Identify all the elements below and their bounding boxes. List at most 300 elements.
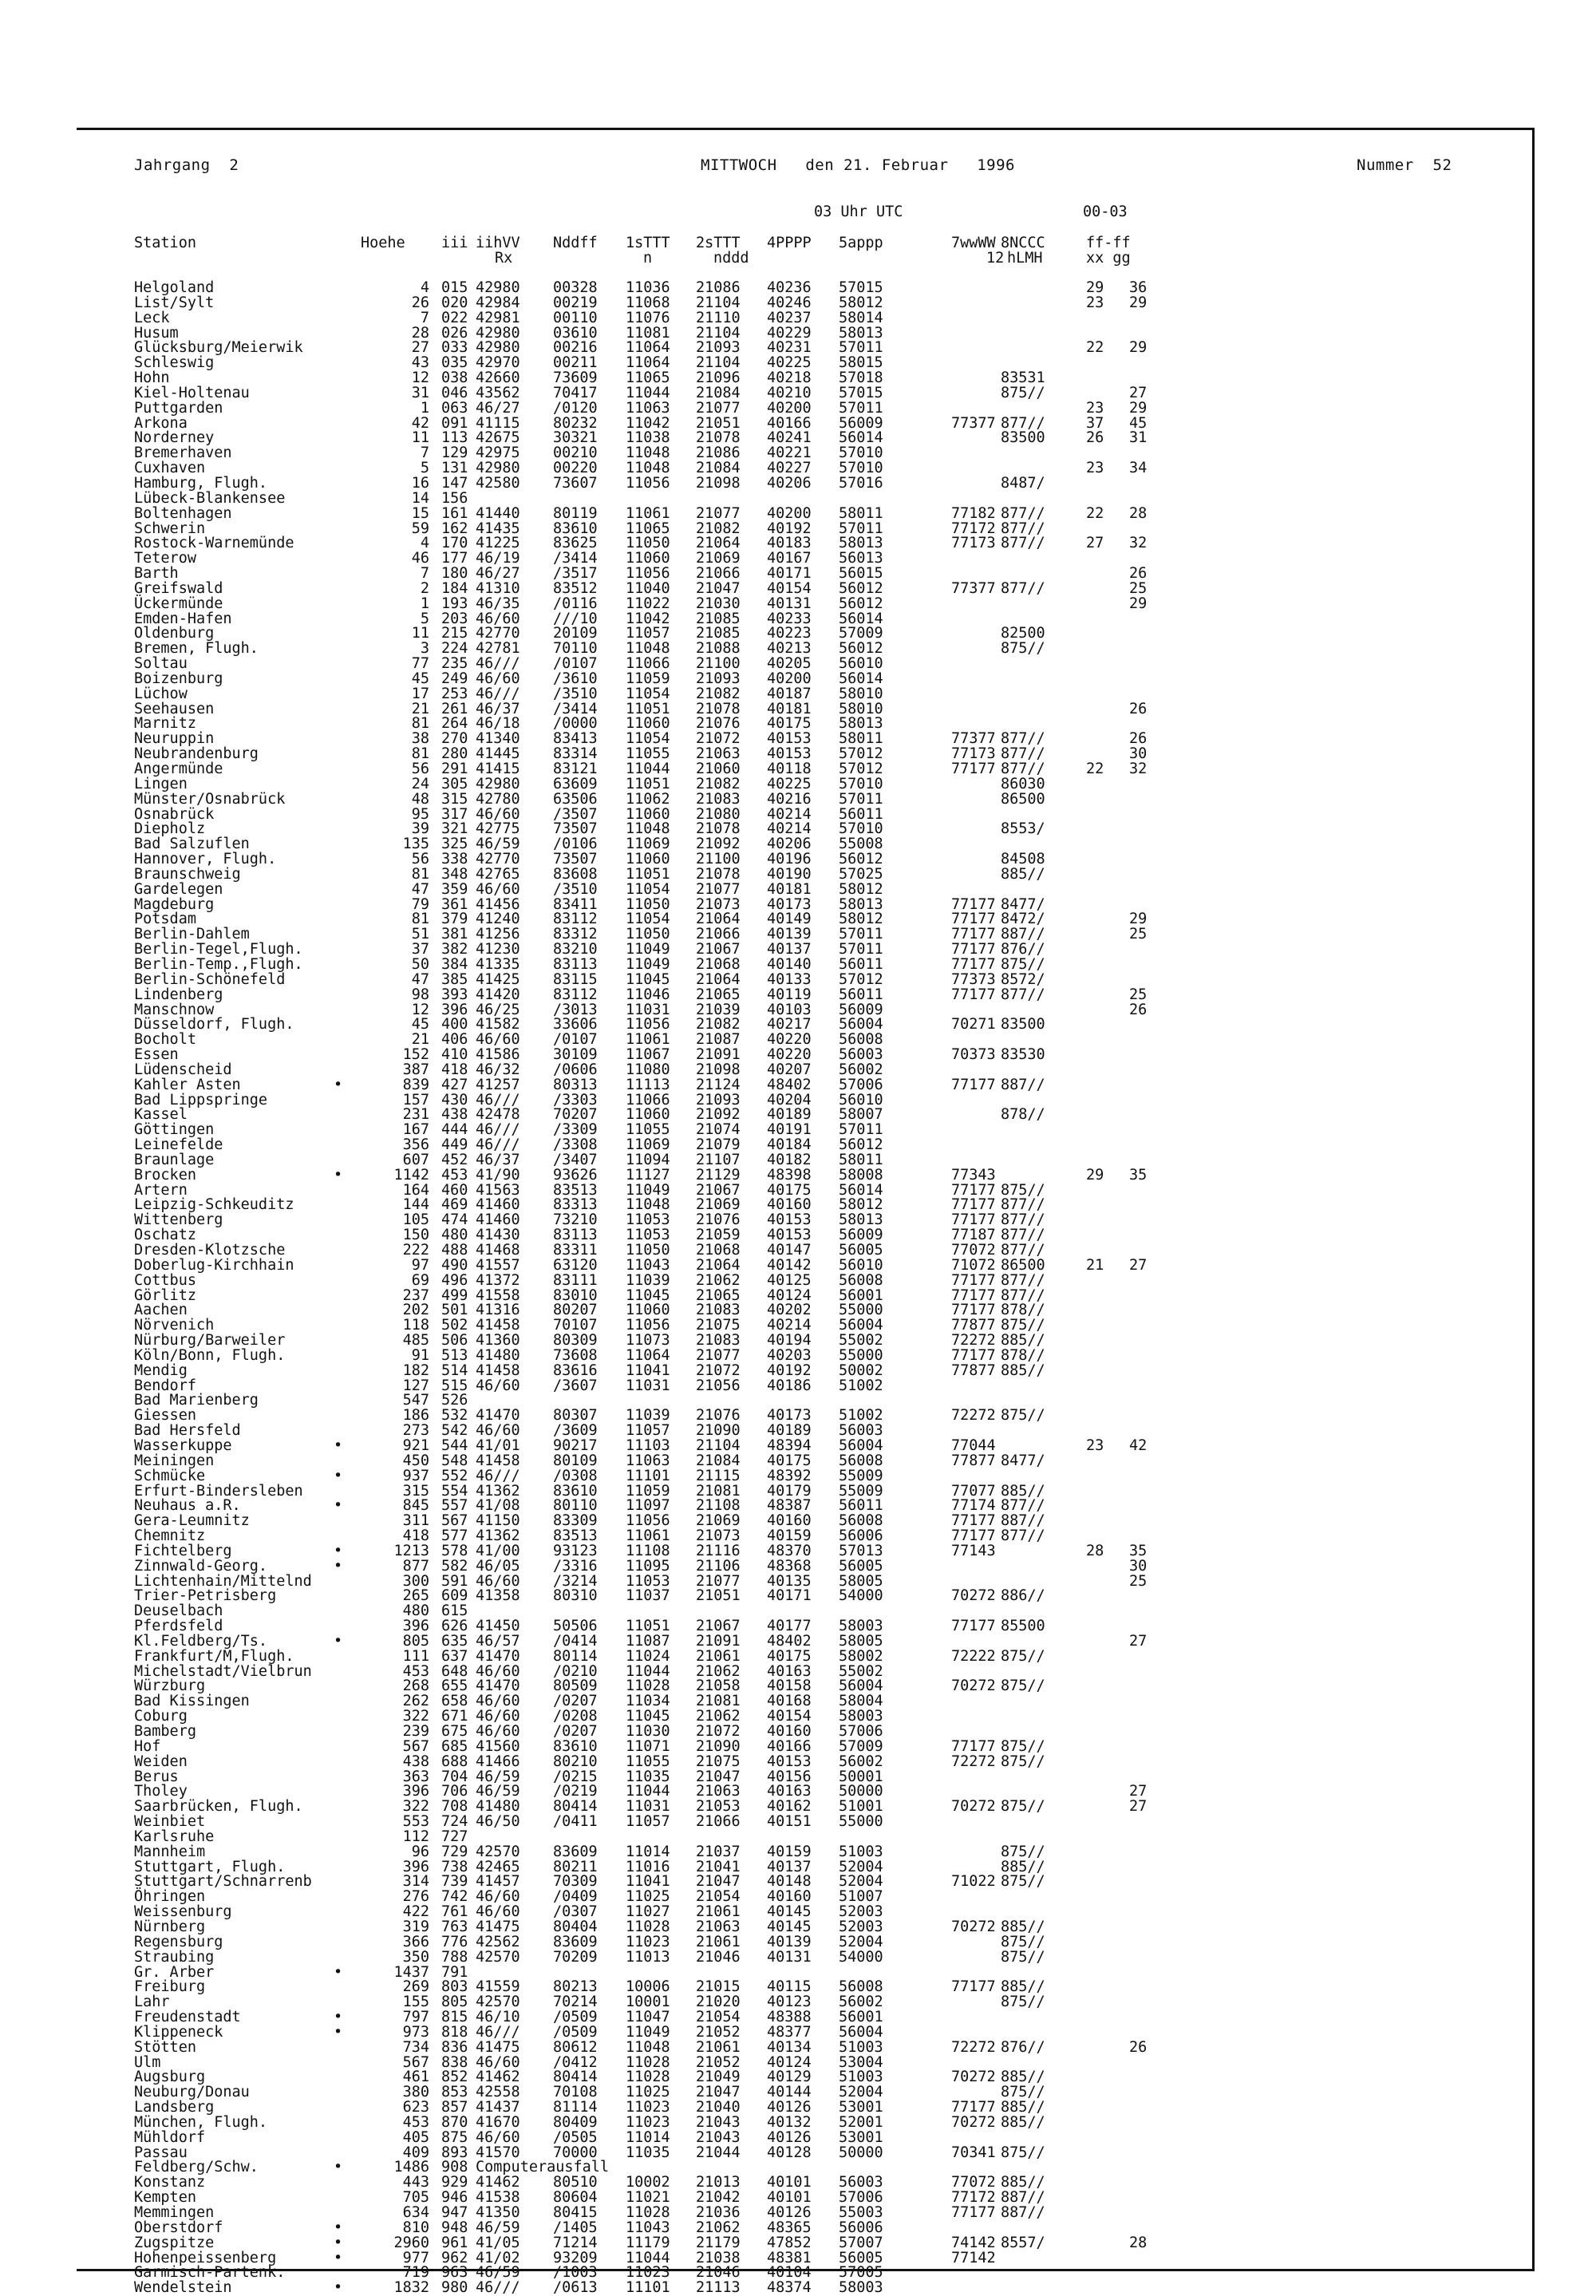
nddff-value: 83609 [553,1843,598,1860]
appp-value: 55009 [839,1467,883,1484]
nccc-value: 877// [1001,761,1045,777]
ww-value: 72272 [951,1407,996,1425]
hoehe-value: 31 [411,384,429,401]
ttt1-value: 11066 [626,655,670,673]
ttt2-subheader: nddd [713,250,749,267]
nddff-value: 83609 [553,1933,598,1950]
ttt2-value: 21064 [696,911,741,928]
iii-value: 384 [441,955,468,973]
nddff-header: Nddff [553,235,598,251]
hoehe-value: 38 [411,730,429,748]
pppp-value: 40153 [767,1211,812,1229]
station-name: Hohn [134,369,170,387]
station-name: Boizenburg [134,670,223,687]
pppp-value: 40175 [767,715,812,733]
pppp-value: 40147 [767,1242,812,1259]
appp-value: 56005 [839,1557,883,1575]
ttt2-value: 21053 [696,1798,741,1816]
appp-value: 56004 [839,1016,883,1033]
appp-value: 53001 [839,2128,883,2146]
table-row [134,1737,1171,1755]
iihvv-value: 46/60 [476,1572,520,1590]
ttt1-value: 10006 [626,1978,670,1996]
ttt2-value: 21090 [696,1737,741,1755]
pppp-value: 40181 [767,880,812,898]
ff2-value: 26 [1129,700,1148,717]
station-name: Braunschweig [134,865,241,883]
appp-value: 50000 [839,2144,883,2161]
ttt2-value: 21077 [696,504,741,522]
pppp-value: 48402 [767,1076,812,1093]
hoehe-value: 167 [402,1121,429,1139]
iii-value: 469 [441,1196,468,1214]
appp-value: 57011 [839,399,883,417]
iihvv-value: 46/60 [476,1888,520,1906]
ttt2-value: 21078 [696,820,741,838]
hoehe-value: 805 [402,1632,429,1650]
ttt2-value: 21091 [696,1046,741,1064]
iihvv-value: 41460 [476,1211,520,1229]
appp-value: 56012 [839,595,883,612]
ttt2-value: 21041 [696,1858,741,1875]
ww-value: 77177 [951,911,996,928]
appp-value: 52003 [839,1918,883,1935]
hoehe-value: 937 [402,1467,429,1484]
ff-subheader: xx gg [1086,250,1131,267]
table-row [134,955,1171,973]
ttt2-value: 21073 [696,1527,741,1545]
appp-value: 56011 [839,986,883,1003]
station-name: Hof [134,1737,161,1755]
hoehe-value: 7 [420,565,429,583]
nccc-value: 877// [1001,1227,1045,1244]
nccc-value: 83531 [1001,369,1045,387]
iii-value: 406 [441,1031,468,1049]
nddff-value: /3610 [553,670,598,687]
iihvv-value: 41670 [476,2113,520,2131]
hoehe-value: 810 [402,2219,429,2236]
iii-value: 249 [441,670,468,687]
pppp-value: 40213 [767,640,812,658]
ttt1-value: 11044 [626,1662,670,1680]
iihvv-value: 41437 [476,2099,520,2116]
appp-value: 57012 [839,745,883,763]
ttt1-value: 11064 [626,1346,670,1364]
hoehe-value: 21 [411,1031,429,1049]
iihvv-value: 41430 [476,1227,520,1244]
station-name: Öhringen [134,1888,206,1906]
ttt2-value: 21056 [696,1377,741,1394]
iihvv-value: 41559 [476,1978,520,1996]
station-name: Wittenberg [134,1211,223,1229]
appp-value: 51002 [839,1377,883,1394]
pppp-value: 40186 [767,1377,812,1394]
ttt2-value: 21062 [696,1708,741,1725]
ttt2-value: 21086 [696,445,741,462]
pppp-value: 40171 [767,565,812,583]
ttt2-value: 21067 [696,1618,741,1635]
table-row [134,1647,1171,1665]
pppp-value: 40217 [767,1016,812,1033]
iii-value: 626 [441,1618,468,1635]
hoehe-value: 1 [420,595,429,612]
hoehe-value: 973 [402,2023,429,2041]
ttt1-value: 11067 [626,1046,670,1064]
iii-value: 215 [441,625,468,642]
table-row [134,777,1171,792]
ttt2-value: 21063 [696,745,741,763]
ww-value: 70341 [951,2144,996,2161]
appp-value: 57011 [839,339,883,357]
iihvv-value: 42558 [476,2084,520,2101]
iihvv-value: 41350 [476,2204,520,2221]
hoehe-value: 1437 [393,1963,429,1981]
appp-value: 56003 [839,1046,883,1064]
iii-value: 020 [441,294,468,311]
hoehe-value: 319 [402,1918,429,1935]
ttt1-value: 11056 [626,474,670,492]
hoehe-value: 81 [411,745,429,763]
iihvv-value: 46/60 [476,1031,520,1049]
station-name: Emden-Hafen [134,610,232,627]
station-name: Lübeck-Blankensee [134,489,286,507]
iii-value: 776 [441,1933,468,1950]
ttt1-value: 11025 [626,2084,670,2101]
appp-value: 58012 [839,911,883,928]
iihvv-value: 46/05 [476,1557,520,1575]
iii-value: 026 [441,324,468,342]
ttt2-value: 21074 [696,1121,741,1139]
pppp-value: 40142 [767,1256,812,1274]
nddff-value: /0106 [553,836,598,853]
ttt1-value: 11076 [626,309,670,326]
nccc-value: 887// [1001,2204,1045,2221]
iii-value: 113 [441,429,468,447]
nddff-value: /0308 [553,1467,598,1484]
ttt2-value: 21092 [696,836,741,853]
hoehe-value: 7 [420,309,429,326]
appp-value: 56012 [839,1136,883,1154]
iihvv-value: 46/59 [476,1768,520,1785]
appp-value: 57006 [839,1723,883,1740]
nddff-value: 83010 [553,1286,598,1304]
iii-value: 315 [441,790,468,808]
ttt2-value: 21106 [696,1557,741,1575]
appp-value: 57012 [839,970,883,988]
ttt2-value: 21068 [696,955,741,973]
ttt2-value: 21110 [696,309,741,326]
station-name: Seehausen [134,700,215,717]
hoehe-value: 567 [402,1737,429,1755]
ff2-value: 32 [1129,761,1148,777]
station-name: Nörvenich [134,1317,215,1334]
nccc-value: 875// [1001,1647,1045,1665]
pppp-value: 48387 [767,1497,812,1515]
ttt1-value: 11023 [626,1933,670,1950]
hoehe-value: 1213 [393,1542,429,1559]
ttt2-value: 21108 [696,1497,741,1515]
ttt1-value: 11095 [626,1557,670,1575]
ww-value: 77173 [951,535,996,552]
iii-value: 526 [441,1392,468,1409]
table-row [134,1078,1171,1093]
iihvv-value: 41415 [476,761,520,777]
iii-value: 035 [441,354,468,372]
iihvv-value: 46/59 [476,2264,520,2282]
nccc-value: 875// [1001,1678,1045,1695]
pppp-value: 40216 [767,790,812,808]
iihvv-value: 46/25 [476,1001,520,1018]
iii-value: 948 [441,2219,468,2236]
hoehe-value: 921 [402,1436,429,1454]
iihvv-value: 46/57 [476,1632,520,1650]
nddff-value: 83112 [553,986,598,1003]
iihvv-value: 41340 [476,730,520,748]
ff1-value: 23 [1086,460,1104,477]
iii-value: 853 [441,2084,468,2101]
iihvv-value: 46/60 [476,1708,520,1725]
appp-value: 58010 [839,685,883,702]
hoehe-value: 268 [402,1678,429,1695]
hoehe-value: 59 [411,520,429,537]
nddff-value: 80114 [553,1647,598,1665]
iii-value: 253 [441,685,468,702]
nddff-value: 83625 [553,535,598,552]
nddff-value: 30321 [553,429,598,447]
ttt2-value: 21069 [696,1512,741,1530]
hoehe-value: 11 [411,429,429,447]
iii-value: 184 [441,579,468,597]
nddff-value: 00211 [553,354,598,372]
iii-value: 582 [441,1557,468,1575]
appp-value: 57016 [839,474,883,492]
ttt2-value: 21042 [696,2189,741,2207]
nccc-value: 876// [1001,2038,1045,2056]
ttt1-value: 11038 [626,429,670,447]
iihvv-value: 42980 [476,279,520,296]
mountain-marker: • [334,1436,343,1454]
station-name: Schwerin [134,520,206,537]
pppp-value: 40173 [767,1407,812,1425]
station-name: Barth [134,565,179,583]
iihvv-value: 41335 [476,955,520,973]
hoehe-value: 42 [411,414,429,432]
iii-value: 170 [441,535,468,552]
iii-value: 359 [441,880,468,898]
ttt1-value: 11061 [626,504,670,522]
table-row [134,1544,1171,1559]
nddff-value: /0307 [553,1903,598,1921]
appp-value: 57011 [839,1121,883,1139]
ww-value: 77877 [951,1317,996,1334]
ttt1-value: 11097 [626,1497,670,1515]
ttt1-value: 11028 [626,1918,670,1935]
station-name: Landsberg [134,2099,215,2116]
pppp-value: 40137 [767,941,812,958]
ttt1-value: 11057 [626,1422,670,1440]
ttt2-value: 21085 [696,610,741,627]
station-name: Köln/Bonn, Flugh. [134,1346,286,1364]
hoehe-value: 81 [411,715,429,733]
ttt2-value: 21061 [696,1647,741,1665]
nccc-value: 885// [1001,2174,1045,2191]
station-name: Oldenburg [134,625,215,642]
pppp-value: 48388 [767,2009,812,2026]
ttt1-value: 11044 [626,384,670,401]
ff1-value: 37 [1086,414,1104,432]
ttt2-value: 21083 [696,1332,741,1350]
nddff-value: 80415 [553,2204,598,2221]
iii-value: 708 [441,1798,468,1816]
appp-value: 56001 [839,1286,883,1304]
nccc-subheader: hLMH [1007,250,1043,267]
ff1-value: 27 [1086,535,1104,552]
appp-value: 58012 [839,880,883,898]
pppp-value: 40119 [767,986,812,1003]
iihvv-value: 46/60 [476,670,520,687]
ttt2-value: 21058 [696,1678,741,1695]
nccc-value: 8477/ [1001,895,1045,913]
ttt2-value: 21061 [696,1903,741,1921]
nddff-value: /3517 [553,565,598,583]
pppp-value: 40203 [767,1346,812,1364]
appp-value: 52001 [839,2113,883,2131]
appp-value: 57011 [839,520,883,537]
ttt1-value: 11023 [626,2113,670,2131]
table-row [134,1346,1171,1364]
appp-value: 56003 [839,2174,883,2191]
station-name: Karlsruhe [134,1828,215,1845]
appp-value: 56006 [839,2219,883,2236]
nddff-value: /3414 [553,550,598,567]
nddff-value: 83314 [553,745,598,763]
ttt1-value: 11044 [626,761,670,777]
ww-value: 70272 [951,1798,996,1816]
nddff-value: /0107 [553,655,598,673]
ttt2-value: 21084 [696,460,741,477]
hoehe-value: 4 [420,535,429,552]
hoehe-value: 262 [402,1693,429,1710]
pppp-value: 40162 [767,1798,812,1816]
iihvv-value: 41230 [476,941,520,958]
station-name: Kempten [134,2189,196,2207]
ff2-value: 35 [1129,1542,1148,1559]
iii-value: 729 [441,1843,468,1860]
hoehe-value: 186 [402,1407,429,1425]
nccc-value: 83530 [1001,1046,1045,1064]
ttt1-value: 11053 [626,1227,670,1244]
nddff-value: /0000 [553,715,598,733]
ttt1-value: 11103 [626,1436,670,1454]
iihvv-value: 46/60 [476,1377,520,1394]
station-name: Kassel [134,1106,188,1124]
ttt1-value: 11023 [626,2264,670,2282]
iihvv-value: 46/50 [476,1813,520,1831]
hoehe-value: 202 [402,1302,429,1319]
ttt1-value: 11039 [626,1271,670,1289]
ttt2-value: 21078 [696,700,741,717]
station-name: Coburg [134,1708,188,1725]
pppp-value: 40192 [767,1361,812,1379]
ttt2-value: 21086 [696,279,741,296]
ww-value: 77172 [951,2189,996,2207]
pppp-value: 40168 [767,1693,812,1710]
appp-value: 57011 [839,790,883,808]
hoehe-value: 314 [402,1873,429,1891]
ttt1-value: 11056 [626,1317,670,1334]
appp-value: 56008 [839,1271,883,1289]
pppp-value: 40135 [767,1572,812,1590]
table-row [134,489,1171,507]
appp-value: 56009 [839,414,883,432]
appp-value: 52004 [839,1933,883,1950]
station-name: Memmingen [134,2204,215,2221]
ff-header: ff-ff [1086,235,1131,251]
ttt1-value: 11081 [626,324,670,342]
nccc-value: 875// [1001,2144,1045,2161]
iii-value: 532 [441,1407,468,1425]
iihvv-value: 42570 [476,1994,520,2011]
nddff-value: /3214 [553,1572,598,1590]
pppp-value: 40160 [767,1196,812,1214]
pppp-value: 40225 [767,354,812,372]
ww-value: 70272 [951,1587,996,1605]
iii-value: 129 [441,445,468,462]
ttt2-value: 21047 [696,1873,741,1891]
iihvv-value: Computerausfall [476,2159,610,2176]
ttt1-value: 11055 [626,1121,670,1139]
iii-value: 946 [441,2189,468,2207]
iihvv-value: 42562 [476,1933,520,1950]
station-name: Neuhaus a.R. [134,1497,241,1515]
ff2-value: 29 [1129,911,1148,928]
pppp-value: 40124 [767,1286,812,1304]
ttt1-value: 11035 [626,1768,670,1785]
pppp-value: 40167 [767,550,812,567]
hoehe-value: 47 [411,880,429,898]
ww-value: 72272 [951,1753,996,1770]
ttt1-value: 11080 [626,1061,670,1078]
nccc-value: 875// [1001,640,1045,658]
iii-value: 704 [441,1768,468,1785]
nddff-value: 83512 [553,579,598,597]
nddff-value: /0207 [553,1723,598,1740]
iihvv-value: 46/60 [476,2128,520,2146]
pppp-value: 40182 [767,1151,812,1168]
iihvv-value: 41538 [476,2189,520,2207]
ww-header: 7wwWW [951,235,996,251]
table-row [134,386,1171,401]
hoehe-value: 363 [402,1768,429,1785]
iihvv-value: 41445 [476,745,520,763]
nddff-value: /0210 [553,1662,598,1680]
hoehe-value: 17 [411,685,429,702]
iihvv-value: 46/59 [476,836,520,853]
ww-value: 77177 [951,1737,996,1755]
table-row [134,597,1171,612]
ttt1-value: 11054 [626,685,670,702]
nccc-value: 877// [1001,414,1045,432]
ttt1-value: 11024 [626,1647,670,1665]
iii-value: 567 [441,1512,468,1530]
period-label: 00-03 [1083,204,1128,220]
pppp-value: 48381 [767,2249,812,2266]
iii-value: 038 [441,369,468,387]
station-name: Weinbiet [134,1813,206,1831]
pppp-value: 40173 [767,895,812,913]
iii-value: 382 [441,941,468,958]
mountain-marker: • [334,1632,343,1650]
